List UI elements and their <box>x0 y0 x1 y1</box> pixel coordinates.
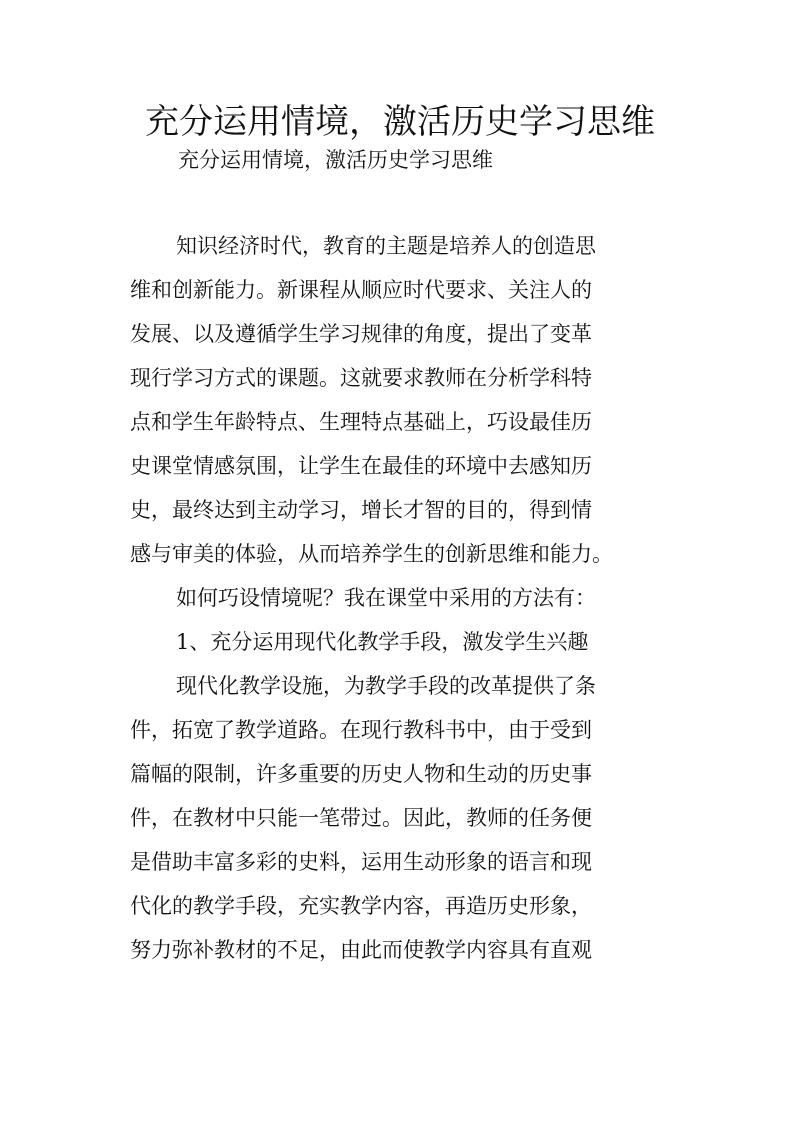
paragraph-line: 如何巧设情境呢？我在课堂中采用的方法有： <box>176 586 596 610</box>
paragraph-line: 代化的教学手段，充实教学内容，再造历史形象， <box>130 894 592 918</box>
paragraph-line: 维和创新能力。新课程从顺应时代要求、关注人的 <box>130 278 592 302</box>
paragraph-line: 件，拓宽了教学道路。在现行教科书中，由于受到 <box>130 718 592 742</box>
document-title: 充分运用情境，激活历史学习思维 <box>145 102 655 142</box>
document-subtitle: 充分运用情境，激活历史学习思维 <box>178 148 493 172</box>
paragraph-line: 发展、以及遵循学生学习规律的角度，提出了变革 <box>130 322 592 346</box>
paragraph-line: 篇幅的限制，许多重要的历史人物和生动的历史事 <box>130 762 592 786</box>
section-heading: 1、充分运用现代化教学手段，激发学生兴趣 <box>176 630 589 654</box>
paragraph-line: 点和学生年龄特点、生理特点基础上，巧设最佳历 <box>130 410 592 434</box>
paragraph-line: 努力弥补教材的不足，由此而使教学内容具有直观 <box>130 938 592 962</box>
paragraph-line: 知识经济时代，教育的主题是培养人的创造思 <box>176 234 596 258</box>
paragraph-line: 史，最终达到主动学习，增长才智的目的，得到情 <box>130 498 592 522</box>
paragraph-line: 史课堂情感氛围，让学生在最佳的环境中去感知历 <box>130 454 592 478</box>
paragraph-line: 是借助丰富多彩的史料，运用生动形象的语言和现 <box>130 850 592 874</box>
paragraph-line: 感与审美的体验，从而培养学生的创新思维和能力。 <box>130 542 613 566</box>
paragraph-line: 件，在教材中只能一笔带过。因此，教师的任务便 <box>130 806 592 830</box>
paragraph-line: 现代化教学设施，为教学手段的改革提供了条 <box>176 674 596 698</box>
paragraph-line: 现行学习方式的课题。这就要求教师在分析学科特 <box>130 366 592 390</box>
